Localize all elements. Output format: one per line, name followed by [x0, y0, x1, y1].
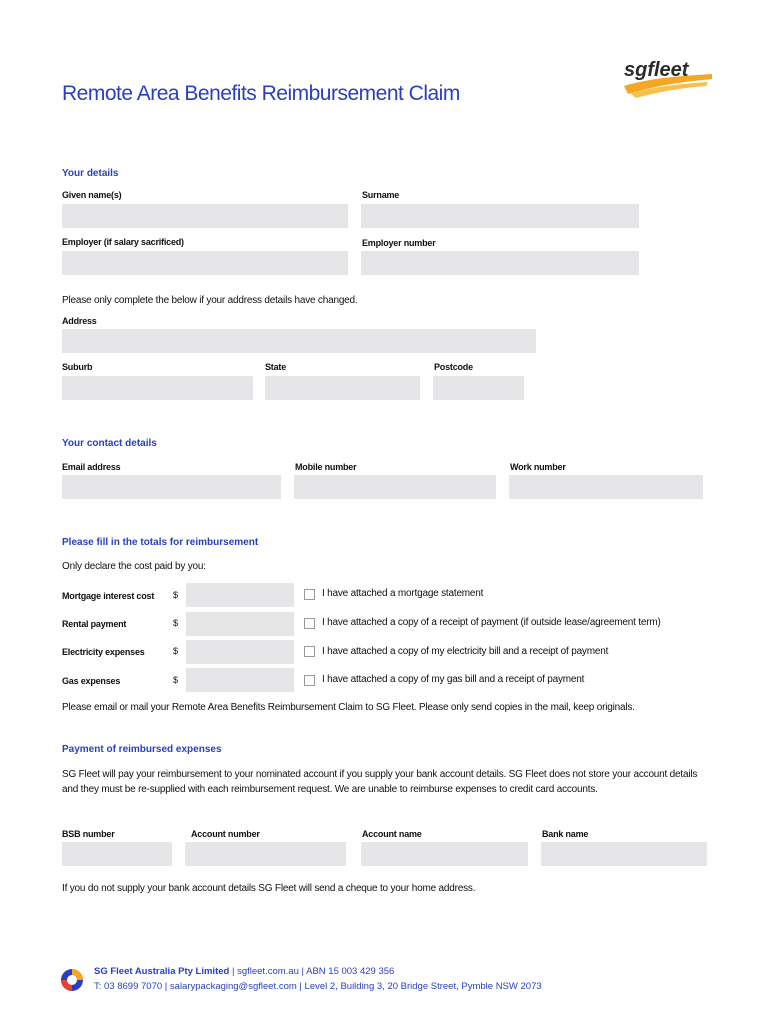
page-title: Remote Area Benefits Reimbursement Claim	[62, 82, 460, 105]
payment-heading: Payment of reimbursed expenses	[62, 744, 222, 755]
footer-contact-line	[94, 981, 542, 992]
account-name-input[interactable]	[361, 842, 528, 866]
work-number-label: Work number	[510, 462, 566, 472]
gas-label: Gas expenses	[62, 676, 121, 686]
gas-amount-input[interactable]	[186, 668, 294, 692]
mortgage-statement-checkbox[interactable]	[304, 589, 315, 600]
footer-separator: |	[231, 966, 235, 977]
account-name-label: Account name	[362, 829, 422, 839]
footer-email-link[interactable]: salarypackaging@sgfleet.com	[169, 981, 297, 992]
account-number-input[interactable]	[185, 842, 346, 866]
electricity-bill-checkbox[interactable]	[304, 646, 315, 657]
employer-label: Employer (if salary sacrificed)	[62, 237, 184, 247]
currency-symbol: $	[173, 646, 178, 656]
svg-text:sgfleet: sgfleet	[624, 59, 689, 81]
footer-separator: |	[299, 981, 302, 992]
footer-website-link[interactable]: sgfleet.com.au	[237, 966, 299, 977]
bank-name-input[interactable]	[541, 842, 707, 866]
electricity-amount-input[interactable]	[186, 640, 294, 664]
currency-symbol: $	[173, 618, 178, 628]
mobile-label: Mobile number	[295, 462, 357, 472]
bsb-input[interactable]	[62, 842, 172, 866]
employer-input[interactable]	[62, 251, 348, 275]
rental-check-label: I have attached a copy of a receipt of payment (if outside lease/agreement term)	[322, 617, 661, 628]
surname-input[interactable]	[361, 204, 639, 228]
gas-check-label: I have attached a copy of my gas bill and a receipt of payment	[322, 674, 585, 685]
rental-receipt-checkbox[interactable]	[304, 618, 315, 629]
reimbursement-heading: Please fill in the totals for reimbursement	[62, 537, 259, 548]
footer-company: SG Fleet Australia Pty Limited	[94, 966, 230, 977]
address-label: Address	[62, 316, 97, 326]
mortgage-label: Mortgage interest cost	[62, 591, 155, 601]
footer-phone: T: 03 8699 7070	[94, 981, 163, 992]
address-input[interactable]	[62, 329, 536, 353]
address-note: Please only complete the below if your address details have changed.	[62, 295, 358, 306]
footer-abn: ABN 15 003 429 356	[306, 966, 395, 977]
employer-number-input[interactable]	[361, 251, 639, 275]
postcode-input[interactable]	[433, 376, 524, 400]
employer-number-label: Employer number	[362, 238, 436, 248]
footer-separator: |	[164, 981, 168, 992]
email-input[interactable]	[62, 475, 281, 499]
postcode-label: Postcode	[434, 362, 473, 372]
mortgage-check-label: I have attached a mortgage statement	[322, 588, 484, 599]
given-names-label: Given name(s)	[62, 190, 122, 200]
footer-address: Level 2, Building 3, 20 Bridge Street, Pymble NSW 2073	[304, 981, 542, 992]
surname-label: Surname	[362, 190, 400, 200]
state-input[interactable]	[265, 376, 420, 400]
payment-paragraph: SG Fleet will pay your reimbursement to your nominated account if you supply your bank account details. SG Fleet does not store your account details and they must be re-supplied with each reimbursement request. We are unable to reimburse expenses to credit card accounts.	[62, 769, 698, 795]
footer-company-line	[94, 966, 394, 977]
account-number-label: Account number	[191, 829, 260, 839]
sgfleet-footer-logo-icon	[60, 968, 84, 992]
gas-bill-checkbox[interactable]	[304, 675, 315, 686]
currency-symbol: $	[173, 590, 178, 600]
your-details-heading: Your details	[62, 168, 119, 179]
bsb-label: BSB number	[62, 829, 115, 839]
currency-symbol: $	[173, 675, 178, 685]
electricity-check-label: I have attached a copy of my electricity bill and a receipt of payment	[322, 646, 609, 657]
cheque-note: If you do not supply your bank account details SG Fleet will send a cheque to your home address.	[62, 883, 476, 894]
sgfleet-logo	[620, 56, 715, 106]
contact-details-heading: Your contact details	[62, 438, 157, 449]
mail-note: Please email or mail your Remote Area Benefits Reimbursement Claim to SG Fleet. Please only send copies in the mail, keep originals.	[62, 702, 635, 713]
state-label: State	[265, 362, 287, 372]
mobile-input[interactable]	[294, 475, 496, 499]
suburb-label: Suburb	[62, 362, 93, 372]
reimbursement-intro: Only declare the cost paid by you:	[62, 561, 206, 572]
suburb-input[interactable]	[62, 376, 253, 400]
rental-amount-input[interactable]	[186, 612, 294, 636]
footer-separator: |	[301, 966, 304, 977]
electricity-label: Electricity expenses	[62, 647, 145, 657]
email-label: Email address	[62, 462, 121, 472]
rental-label: Rental payment	[62, 619, 127, 629]
given-names-input[interactable]	[62, 204, 348, 228]
work-number-input[interactable]	[509, 475, 703, 499]
mortgage-amount-input[interactable]	[186, 583, 294, 607]
bank-name-label: Bank name	[542, 829, 589, 839]
